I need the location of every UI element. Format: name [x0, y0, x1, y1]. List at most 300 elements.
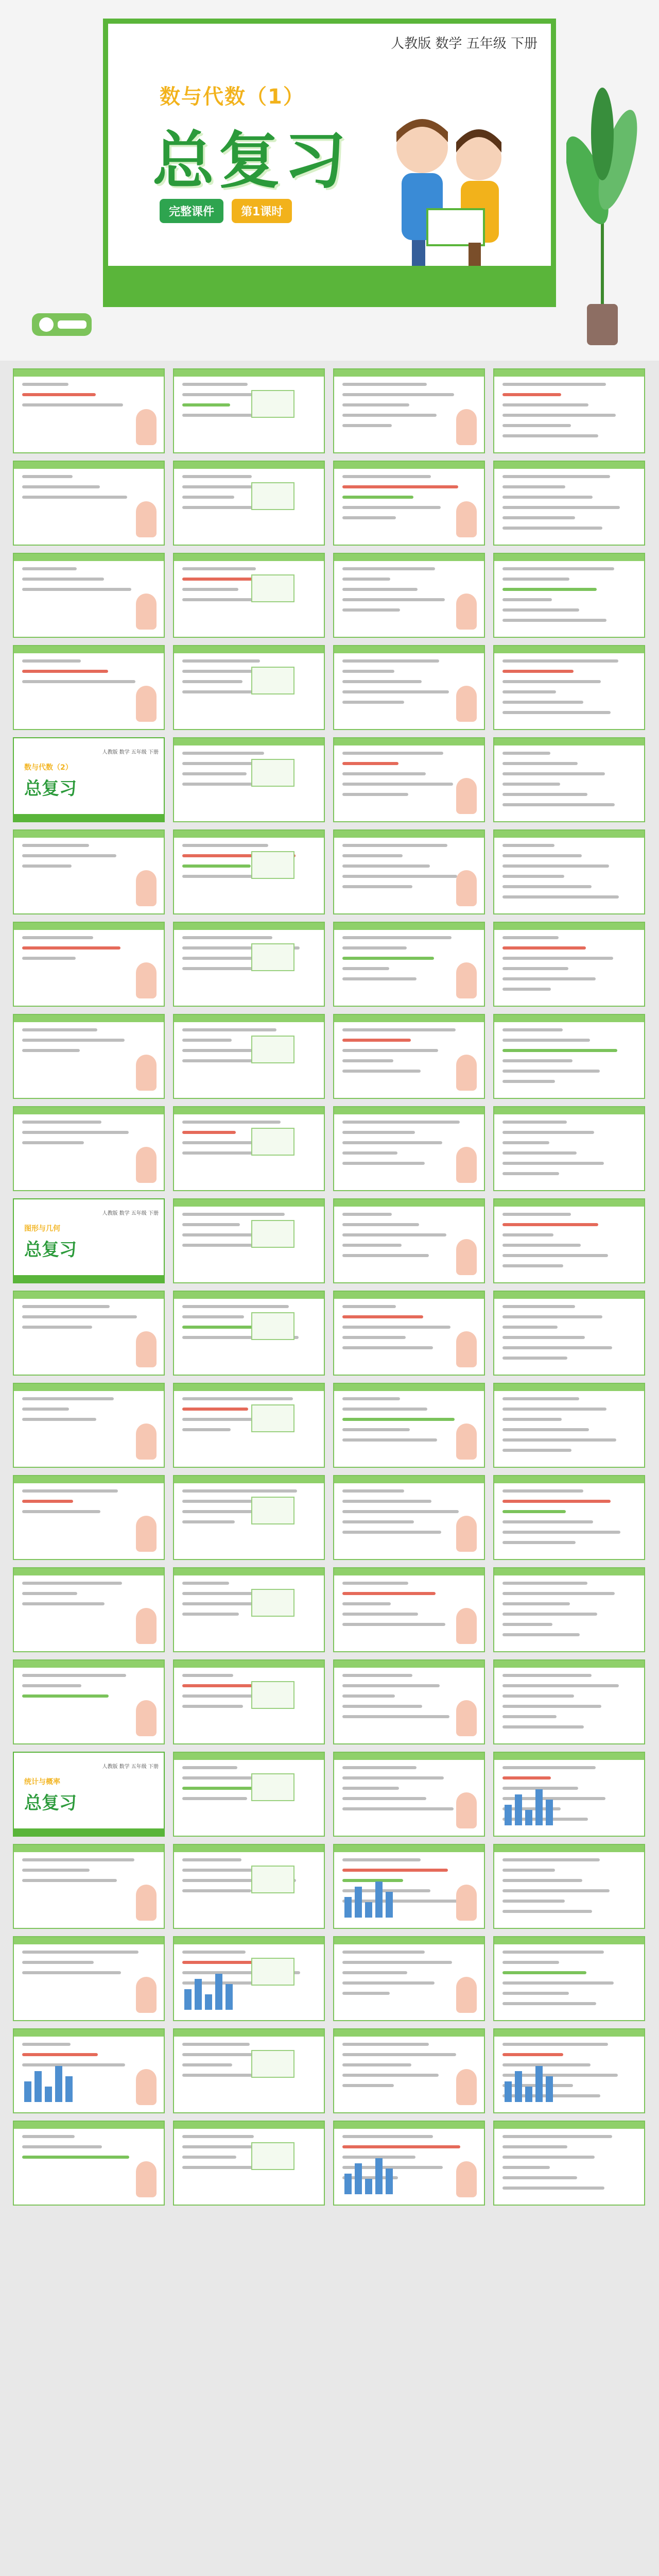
thumbnail-header — [14, 1476, 164, 1483]
thumbnail-header — [494, 1660, 644, 1668]
thumbnail-text-line — [502, 1981, 614, 1985]
thumbnail-text-line — [502, 1172, 559, 1175]
thumbnail-box — [251, 1681, 294, 1709]
thumbnail-text-line — [22, 1582, 122, 1585]
slide-thumbnail — [493, 1475, 645, 1560]
thumbnail-header — [14, 369, 164, 377]
thumbnail-text-line — [342, 578, 390, 581]
thumbnail-text-line — [502, 1070, 600, 1073]
slide-thumbnail — [13, 1014, 165, 1099]
cartoon-figure-icon — [456, 1700, 477, 1736]
thumbnail-text-line — [342, 1520, 414, 1523]
thumbnail-text-line — [22, 485, 100, 488]
thumbnail-header — [174, 554, 324, 561]
hero-slide — [0, 0, 659, 361]
thumbnail-header — [174, 2029, 324, 2037]
thumbnail-text-line — [502, 383, 606, 386]
thumbnail-bar — [355, 1887, 362, 1918]
thumbnail-text-line — [342, 1121, 460, 1124]
thumbnail-text-line — [502, 659, 618, 663]
thumbnail-text-line — [342, 2043, 429, 2046]
thumbnail-text-line — [342, 1233, 446, 1236]
thumbnail-text-line — [342, 1766, 417, 1769]
slide-thumbnail-cover — [13, 737, 165, 822]
thumbnail-text-line — [182, 403, 230, 406]
thumbnail-text-line — [342, 1531, 441, 1534]
thumbnail-bar — [45, 2087, 52, 2102]
thumbnail-text-line — [342, 1131, 415, 1134]
thumbnail-text-line — [342, 608, 400, 612]
thumbnail-header — [494, 1753, 644, 1760]
thumbnail-text-line — [182, 2135, 254, 2138]
slide-thumbnail — [173, 553, 325, 638]
thumbnail-text-line — [342, 1162, 425, 1165]
thumbnail-text-line — [502, 414, 616, 417]
cover-title: 总复习 — [24, 778, 77, 799]
thumbnail-bar — [505, 1805, 512, 1825]
thumbnail-text-line — [502, 1397, 579, 1400]
cartoon-figure-icon — [456, 962, 477, 998]
slide-thumbnail — [333, 461, 485, 546]
thumbnail-box — [251, 574, 294, 602]
thumbnail-bar — [386, 1892, 393, 1918]
thumbnail-header — [174, 2122, 324, 2129]
thumbnail-header — [174, 646, 324, 653]
cover-subtitle: 图形与几何 — [24, 1225, 60, 1233]
thumbnail-text-line — [502, 1346, 612, 1349]
thumbnail-text-line — [22, 496, 127, 499]
thumbnail-text-line — [182, 2156, 236, 2159]
cartoon-figure-icon — [136, 1977, 157, 2013]
slide-thumbnail — [173, 1198, 325, 1283]
cover-bar — [14, 1828, 164, 1836]
plant-icon — [566, 77, 638, 345]
thumbnail-text-line — [502, 598, 552, 601]
thumbnail-header — [494, 923, 644, 930]
thumbnail-text-line — [342, 1244, 402, 1247]
thumbnail-text-line — [22, 1326, 92, 1329]
slide-thumbnail — [173, 645, 325, 730]
thumbnail-text-line — [342, 1059, 393, 1062]
thumbnail-text-line — [182, 1858, 241, 1861]
thumbnail-text-line — [22, 1684, 81, 1687]
thumbnail-text-line — [502, 1869, 555, 1872]
slide-thumbnail — [333, 1383, 485, 1468]
thumbnail-text-line — [182, 1889, 251, 1892]
thumbnail-text-line — [502, 2187, 604, 2190]
thumbnail-box — [251, 1312, 294, 1340]
thumbnail-header — [174, 1937, 324, 1944]
thumbnail-box — [251, 1497, 294, 1524]
cartoon-figure-icon — [456, 1239, 477, 1275]
thumbnail-header — [494, 1015, 644, 1022]
hero-top-bar — [108, 24, 551, 55]
thumbnail-text-line — [502, 2043, 608, 2046]
thumbnail-text-line — [182, 588, 238, 591]
thumbnail-text-line — [342, 1141, 442, 1144]
cartoon-figure-icon — [136, 1885, 157, 1921]
thumbnail-text-line — [182, 1397, 293, 1400]
thumbnail-text-line — [342, 1613, 418, 1616]
thumbnail-text-line — [502, 506, 620, 509]
thumbnail-header — [14, 1845, 164, 1852]
thumbnail-text-line — [342, 2053, 456, 2056]
thumbnail-header — [174, 1476, 324, 1483]
thumbnail-text-line — [502, 1531, 620, 1534]
thumbnail-text-line — [342, 783, 453, 786]
thumbnail-text-line — [342, 865, 430, 868]
cartoon-figure-icon — [456, 1885, 477, 1921]
thumbnail-header — [14, 1937, 164, 1944]
cartoon-figure-icon — [456, 1792, 477, 1828]
thumbnail-text-line — [502, 875, 564, 878]
thumbnail-text-line — [22, 1305, 110, 1308]
thumbnail-text-line — [22, 1674, 126, 1677]
slide-thumbnail — [173, 2028, 325, 2113]
thumbnail-text-line — [502, 1971, 586, 1974]
thumbnail-text-line — [502, 1151, 577, 1155]
thumbnail-text-line — [502, 1428, 589, 1431]
thumbnail-text-line — [502, 690, 556, 693]
cartoon-figure-icon — [136, 1423, 157, 1460]
thumbnail-header — [334, 462, 484, 469]
thumbnail-bar — [65, 2076, 73, 2102]
slide-thumbnail — [173, 922, 325, 1007]
thumbnail-text-line — [182, 936, 272, 939]
thumbnail-text-line — [502, 1059, 573, 1062]
cartoon-figure-icon — [136, 870, 157, 906]
thumbnail-text-line — [502, 2166, 550, 2169]
thumbnail-text-line — [342, 2063, 411, 2066]
thumbnail-text-line — [502, 1449, 571, 1452]
thumbnail-box — [251, 1128, 294, 1156]
thumbnail-text-line — [342, 2074, 439, 2077]
slide-thumbnail — [13, 553, 165, 638]
thumbnail-header — [334, 923, 484, 930]
thumbnail-text-line — [342, 967, 389, 970]
thumbnail-text-line — [342, 1397, 400, 1400]
thumbnail-text-line — [502, 783, 560, 786]
cartoon-figure-icon — [136, 2069, 157, 2105]
slide-thumbnail — [13, 1475, 165, 1560]
thumbnail-text-line — [502, 1623, 552, 1626]
thumbnail-text-line — [342, 1305, 396, 1308]
thumbnail-text-line — [342, 1438, 437, 1442]
thumbnail-text-line — [502, 1776, 551, 1780]
slide-thumbnail — [333, 829, 485, 914]
thumbnail-text-line — [342, 496, 413, 499]
thumbnail-text-line — [502, 1613, 597, 1616]
thumbnail-text-line — [22, 1858, 134, 1861]
thumbnail-text-line — [502, 854, 582, 857]
thumbnail-text-line — [502, 1684, 619, 1687]
thumbnail-text-line — [502, 701, 583, 704]
thumbnail-header — [494, 1199, 644, 1207]
thumbnail-text-line — [182, 1049, 259, 1052]
slide-thumbnail — [333, 2028, 485, 2113]
cartoon-figure-icon — [136, 1516, 157, 1552]
thumbnail-text-line — [502, 1213, 571, 1216]
thumbnail-text-line — [342, 1151, 397, 1155]
thumbnail-text-line — [182, 957, 255, 960]
thumbnail-bar — [386, 2168, 393, 2194]
thumbnail-text-line — [502, 844, 554, 847]
thumbnail-text-line — [342, 946, 407, 950]
thumbnail-header — [494, 1476, 644, 1483]
thumbnail-text-line — [502, 1233, 553, 1236]
thumbnail-header — [14, 462, 164, 469]
kids-illustration-icon — [366, 101, 530, 286]
thumbnail-header — [14, 554, 164, 561]
slide-thumbnail — [333, 737, 485, 822]
slide-thumbnail — [493, 461, 645, 546]
thumbnail-text-line — [342, 1592, 436, 1595]
cover-meta: 人教版 数学 五年级 下册 — [102, 1211, 159, 1216]
hero-meta: 人教版 数学 五年级 下册 — [391, 36, 537, 52]
thumbnail-text-line — [502, 711, 611, 714]
cartoon-figure-icon — [136, 1147, 157, 1183]
slide-thumbnail — [13, 1936, 165, 2021]
cartoon-figure-icon — [456, 870, 477, 906]
thumbnail-box — [251, 759, 294, 787]
thumbnail-text-line — [502, 567, 614, 570]
slide-thumbnail — [173, 1659, 325, 1744]
thumbnail-text-line — [342, 1684, 440, 1687]
thumbnail-text-line — [502, 578, 569, 581]
thumbnail-header — [334, 1199, 484, 1207]
thumbnail-text-line — [502, 1336, 585, 1339]
thumbnail-text-line — [182, 1797, 247, 1800]
thumbnail-header — [174, 1753, 324, 1760]
thumbnail-text-line — [342, 701, 404, 704]
cartoon-figure-icon — [136, 594, 157, 630]
thumbnail-header — [14, 1660, 164, 1668]
slide-thumbnail — [13, 1106, 165, 1191]
hero-frame — [103, 19, 556, 307]
thumbnail-text-line — [502, 803, 615, 806]
thumbnail-text-line — [502, 1500, 611, 1503]
thumbnail-text-line — [342, 957, 434, 960]
thumbnail-text-line — [342, 1694, 395, 1698]
thumbnail-bar — [375, 1882, 383, 1918]
slide-thumbnail — [173, 1475, 325, 1560]
thumbnail-text-line — [22, 2053, 98, 2056]
thumbnail-text-line — [502, 895, 619, 899]
slide-thumbnail — [13, 922, 165, 1007]
cartoon-figure-icon — [456, 594, 477, 630]
thumbnail-text-line — [182, 1674, 233, 1677]
slide-thumbnail-grid — [13, 368, 646, 2206]
slide-thumbnail — [13, 461, 165, 546]
thumbnail-header — [334, 2122, 484, 2129]
cover-meta: 人教版 数学 五年级 下册 — [102, 750, 159, 755]
hero-subtitle: 数与代数（1） — [160, 85, 305, 109]
thumbnail-header — [494, 1937, 644, 1944]
thumbnail-header — [494, 554, 644, 561]
thumbnail-bar — [355, 2163, 362, 2194]
thumbnail-text-line — [502, 936, 559, 939]
thumbnail-text-line — [502, 2135, 612, 2138]
thumbnail-text-line — [502, 485, 565, 488]
thumbnail-text-line — [502, 1028, 563, 1031]
thumbnail-bar — [344, 2174, 352, 2194]
thumbnail-text-line — [342, 1489, 404, 1493]
thumbnail-text-line — [342, 516, 396, 519]
thumbnail-text-line — [342, 1674, 412, 1677]
thumbnail-header — [334, 1384, 484, 1391]
thumbnail-text-line — [22, 1961, 94, 1964]
thumbnail-text-line — [502, 2053, 563, 2056]
thumbnail-text-line — [342, 1039, 411, 1042]
thumbnail-text-line — [502, 1858, 600, 1861]
cover-subtitle: 统计与概率 — [24, 1778, 60, 1786]
thumbnail-text-line — [342, 844, 447, 847]
cartoon-figure-icon — [456, 2161, 477, 2197]
thumbnail-header — [494, 462, 644, 469]
slide-thumbnail — [493, 1106, 645, 1191]
thumbnail-box — [251, 943, 294, 971]
thumbnail-text-line — [502, 475, 610, 478]
thumbnail-text-line — [22, 680, 135, 683]
thumbnail-text-line — [182, 1489, 297, 1493]
thumbnail-text-line — [22, 1602, 105, 1605]
thumbnail-bar — [365, 1902, 372, 1918]
thumbnail-bars — [505, 1789, 553, 1825]
slide-thumbnail — [333, 1844, 485, 1929]
thumbnail-text-line — [342, 1705, 422, 1708]
slide-thumbnail — [333, 1014, 485, 1099]
thumbnail-bar — [344, 1897, 352, 1918]
thumbnail-text-line — [342, 2135, 433, 2138]
thumbnail-text-line — [342, 936, 452, 939]
thumbnail-bar — [546, 1800, 553, 1825]
cartoon-figure-icon — [456, 409, 477, 445]
thumbnail-text-line — [182, 659, 260, 663]
thumbnail-header — [334, 831, 484, 838]
slide-thumbnail — [173, 1383, 325, 1468]
thumbnail-text-line — [22, 957, 76, 960]
thumbnail-text-line — [502, 1520, 593, 1523]
thumbnail-text-line — [342, 1981, 435, 1985]
slide-thumbnail — [333, 1106, 485, 1191]
thumbnail-bar — [55, 2066, 62, 2102]
slide-thumbnail — [493, 737, 645, 822]
cover-bar — [14, 814, 164, 821]
thumbnail-bar — [24, 2081, 31, 2102]
thumbnail-text-line — [502, 1725, 584, 1728]
thumbnail-header — [174, 462, 324, 469]
thumbnail-text-line — [22, 854, 116, 857]
slide-thumbnail — [13, 1383, 165, 1468]
badge-complete: 完整课件 — [160, 199, 223, 223]
thumbnail-text-line — [342, 670, 394, 673]
thumbnail-text-line — [342, 1070, 421, 1073]
thumbnail-box — [251, 851, 294, 879]
thumbnail-text-line — [502, 1889, 610, 1892]
slide-thumbnail — [493, 1752, 645, 1837]
slide-thumbnail — [13, 1659, 165, 1744]
thumbnail-text-line — [22, 1694, 109, 1698]
thumbnail-text-line — [342, 2084, 394, 2087]
thumbnail-text-line — [182, 1223, 240, 1226]
thumbnail-text-line — [502, 1879, 582, 1882]
thumbnail-header — [174, 1568, 324, 1575]
thumbnail-header — [334, 369, 484, 377]
thumbnail-header — [494, 646, 644, 653]
thumbnail-text-line — [502, 516, 575, 519]
thumbnail-text-line — [22, 659, 81, 663]
thumbnail-text-line — [22, 1500, 73, 1503]
thumbnail-text-line — [182, 2063, 232, 2066]
thumbnail-bar — [195, 1979, 202, 2010]
thumbnail-text-line — [182, 680, 242, 683]
slide-thumbnail — [173, 1106, 325, 1191]
thumbnail-header — [14, 923, 164, 930]
cover-meta: 人教版 数学 五年级 下册 — [102, 1764, 159, 1770]
thumbnail-header — [334, 1753, 484, 1760]
thumbnail-bar — [515, 2071, 522, 2102]
thumbnail-header — [174, 831, 324, 838]
slide-thumbnail — [13, 2028, 165, 2113]
thumbnail-header — [494, 1292, 644, 1299]
thumbnail-text-line — [22, 1315, 137, 1318]
thumbnail-header — [14, 1107, 164, 1114]
cartoon-figure-icon — [456, 2069, 477, 2105]
thumbnail-header — [14, 1568, 164, 1575]
thumbnail-header — [494, 1568, 644, 1575]
thumbnail-text-line — [182, 1592, 256, 1595]
thumbnail-text-line — [502, 865, 609, 868]
thumbnail-text-line — [502, 1305, 575, 1308]
thumbnail-text-line — [342, 885, 412, 888]
slide-thumbnail — [13, 829, 165, 914]
thumbnail-text-line — [182, 1520, 235, 1523]
thumbnail-text-line — [182, 1408, 248, 1411]
thumbnail-text-line — [22, 1971, 121, 1974]
thumbnail-text-line — [502, 393, 561, 396]
thumbnail-text-line — [342, 1869, 448, 1872]
slide-thumbnail — [13, 1567, 165, 1652]
cover-title: 总复习 — [24, 1793, 77, 1814]
cartoon-figure-icon — [456, 501, 477, 537]
thumbnail-text-line — [22, 1131, 129, 1134]
thumbnail-text-line — [502, 1131, 594, 1134]
thumbnail-text-line — [502, 1489, 583, 1493]
thumbnail-text-line — [342, 598, 445, 601]
thumbnail-text-line — [22, 2145, 102, 2148]
badge-lesson: 第1课时 — [232, 199, 292, 223]
thumbnail-text-line — [342, 1992, 390, 1995]
slide-thumbnail — [493, 1659, 645, 1744]
thumbnail-header — [334, 554, 484, 561]
slide-thumbnail — [333, 922, 485, 1007]
thumbnail-text-line — [502, 1992, 569, 1995]
thumbnail-text-line — [182, 865, 251, 868]
cartoon-figure-icon — [136, 1331, 157, 1367]
thumbnail-header — [174, 1015, 324, 1022]
hero-title: 总复习 — [152, 125, 350, 197]
thumbnail-bars — [344, 1882, 393, 1918]
thumbnail-bar — [205, 1994, 212, 2010]
thumbnail-text-line — [502, 424, 571, 427]
thumbnail-text-line — [502, 1705, 601, 1708]
thumbnail-header — [334, 1107, 484, 1114]
thumbnail-text-line — [502, 1510, 566, 1513]
thumbnail-text-line — [502, 434, 598, 437]
thumbnail-text-line — [22, 1592, 77, 1595]
thumbnail-text-line — [182, 1613, 239, 1616]
thumbnail-text-line — [342, 1971, 407, 1974]
